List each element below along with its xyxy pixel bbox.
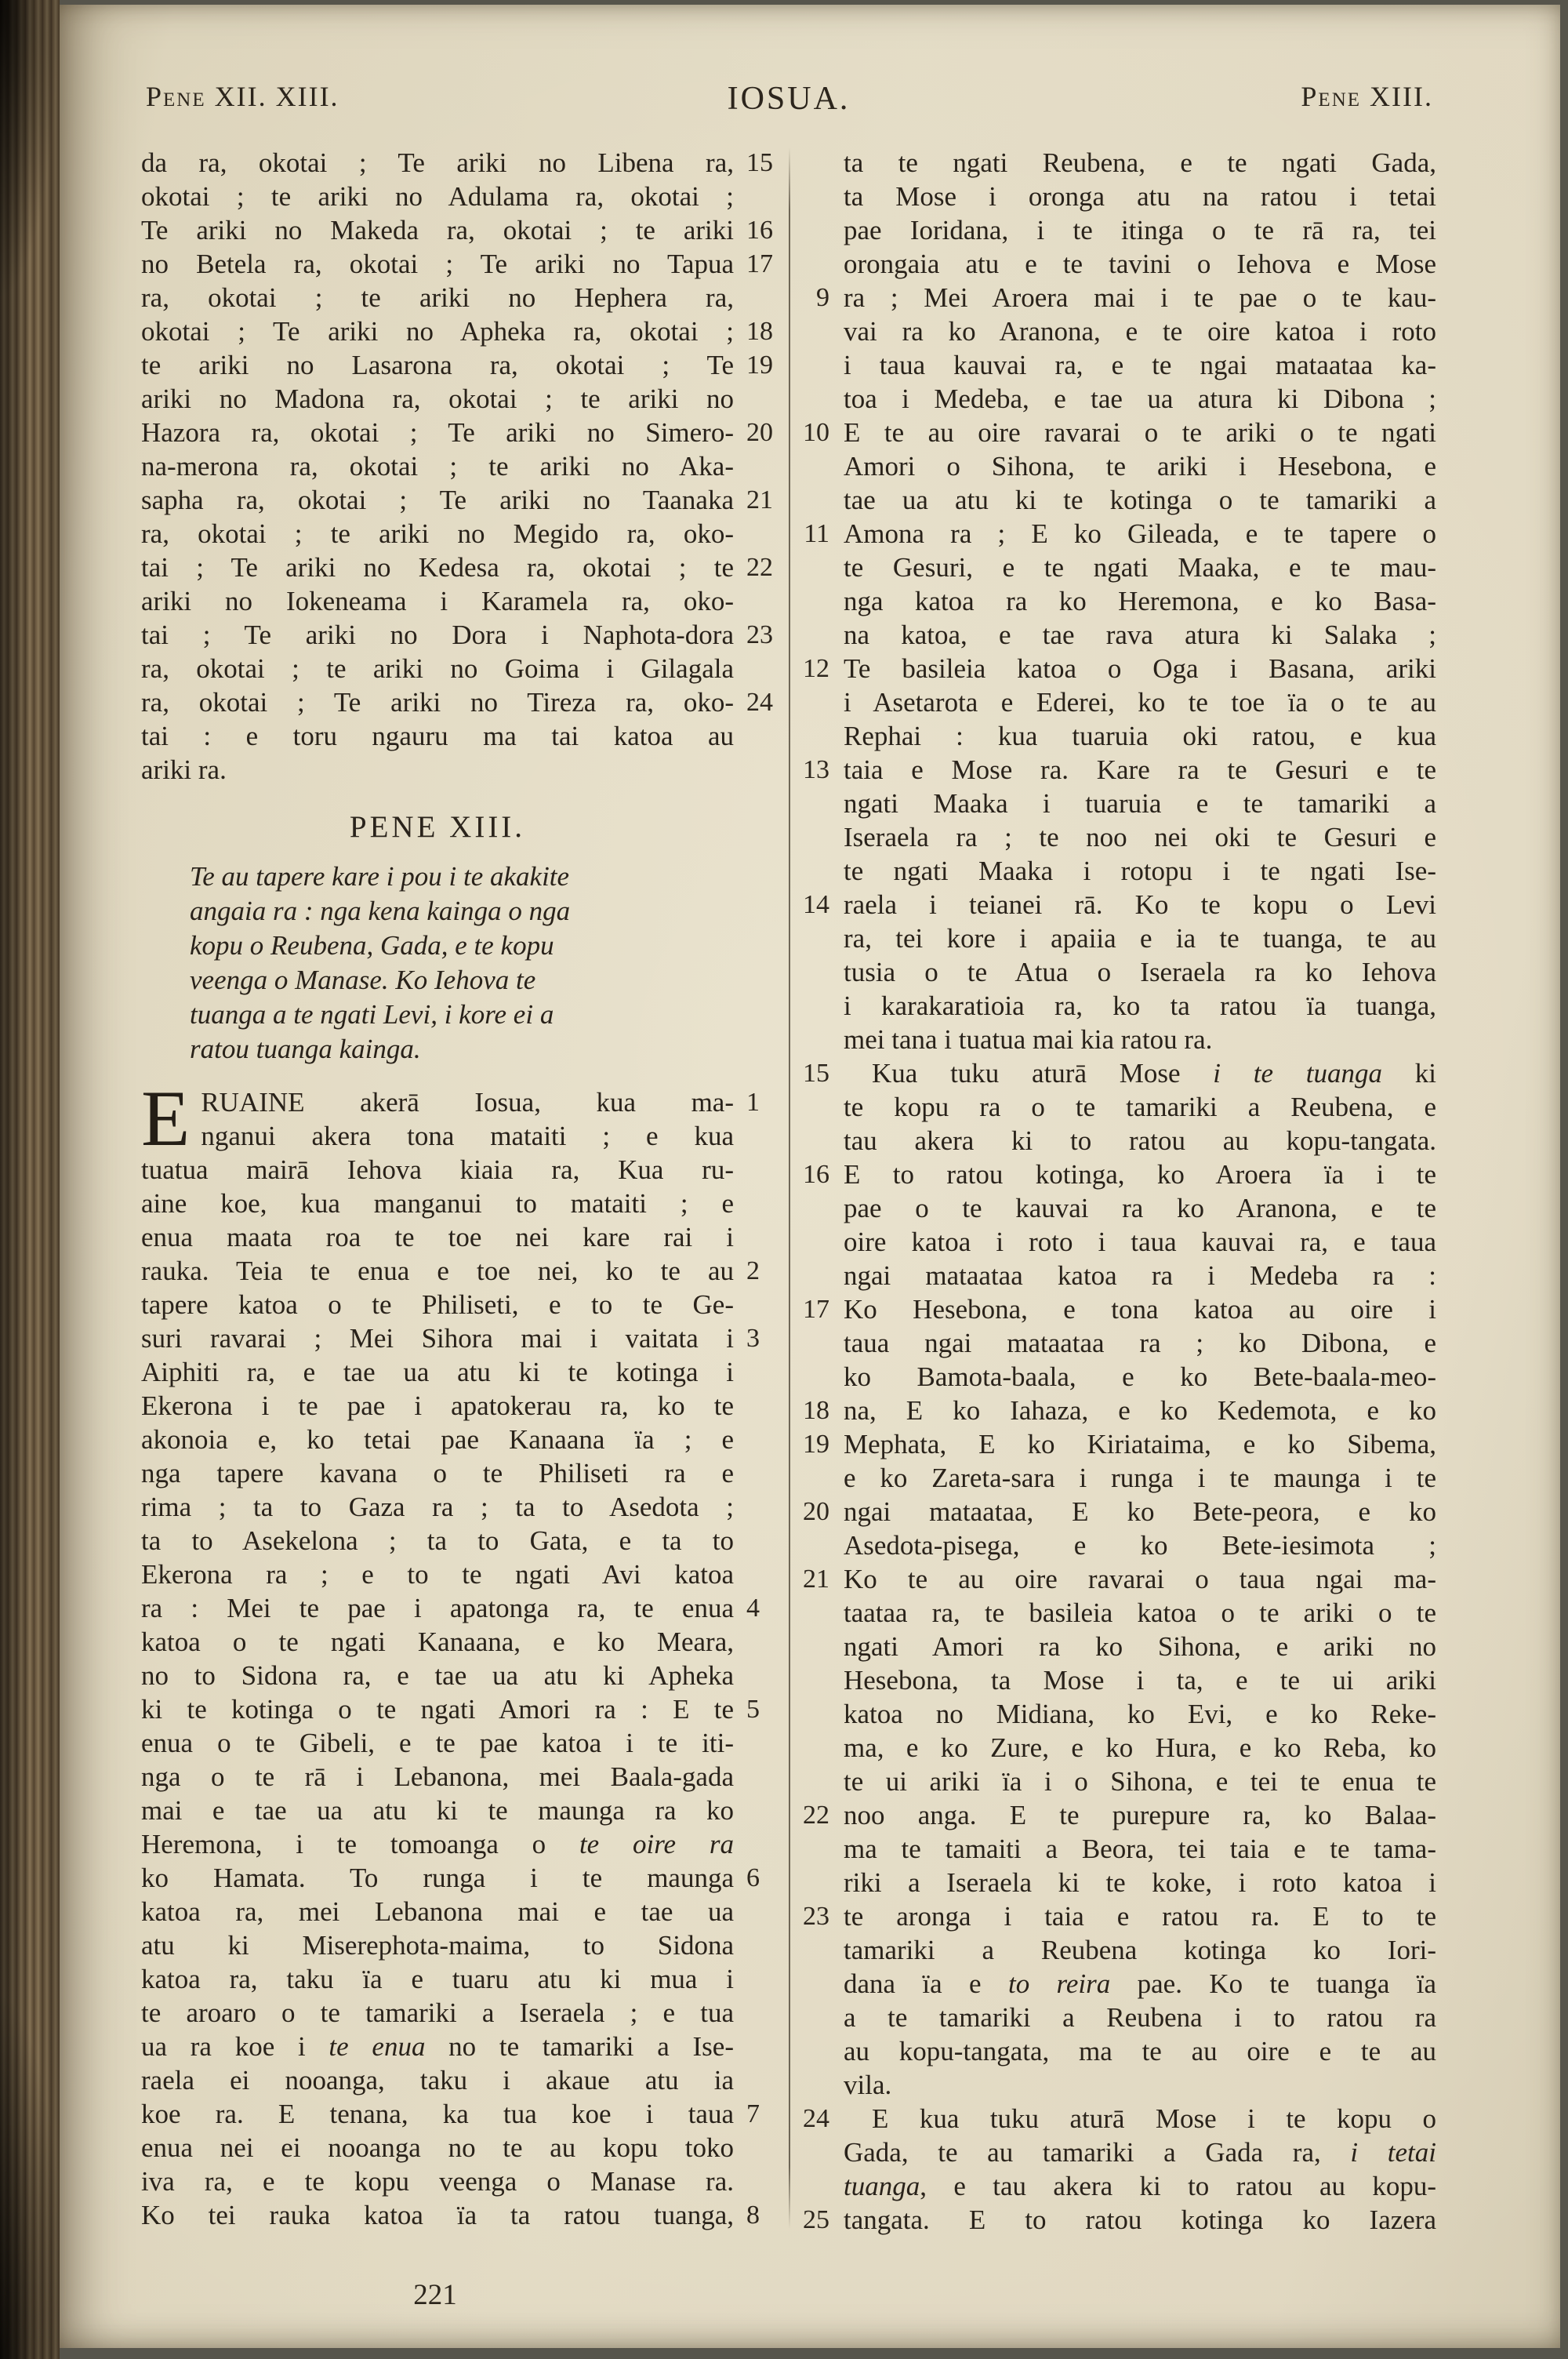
text-line: Hesebona, ta Mose i ta, e te ui ariki xyxy=(844,1665,1436,1696)
text-line: iva ra, e te kopu veenga o Manase ra. xyxy=(141,2166,734,2197)
text-line: Ko te au oire ravarai o taua ngai ma- 21 xyxy=(803,1564,1436,1594)
text-line: taua ngai mataataa ra ; ko Dibona, e xyxy=(844,1328,1436,1358)
text-line: nga katoa ra ko Heremona, e ko Basa- xyxy=(844,586,1436,616)
running-head-right: Pene XIII. xyxy=(1301,81,1433,112)
text-line: ngati Amori ra ko Sihona, e ariki no xyxy=(844,1631,1436,1662)
text-line: raela ei nooanga, taku i akaue atu ia xyxy=(141,2065,734,2095)
verse-number: 25 xyxy=(803,2205,829,2234)
verse-number: 16 xyxy=(746,216,773,245)
text-line: Ko Hesebona, e tona katoa au oire i 17 xyxy=(803,1294,1436,1325)
verse-number: 5 xyxy=(746,1695,760,1724)
text-line: ra, okotai ; te ariki no Goima i Gilagala xyxy=(141,653,734,684)
verse-number: 22 xyxy=(803,1801,829,1830)
text-line: te Gesuri, e te ngati Maaka, e te mau- xyxy=(844,552,1436,583)
text-line: au kopu-tangata, ma te au oire e te au xyxy=(844,2036,1436,2066)
verse-number: 23 xyxy=(803,1902,829,1931)
verse-number: 12 xyxy=(803,654,829,683)
text-line: katoa o te ngati Kanaana, e ko Meara, xyxy=(141,1627,734,1657)
text-line: rauka. Teia te enua e toe nei, ko te au 2 xyxy=(141,1256,760,1286)
verse-number: 18 xyxy=(746,317,773,346)
text-line: ko Bamota-baala, e ko Bete-baala-meo- xyxy=(844,1361,1436,1392)
text-line: Te basileia katoa o Oga i Basana, ariki 12 xyxy=(803,653,1436,684)
page-content xyxy=(60,5,1560,2348)
edge-shadow xyxy=(0,0,60,2359)
text-line: ra : Mei te pae i apatonga ra, te enua 4 xyxy=(141,1593,760,1623)
text-line: ra, okotai ; Te ariki no Tireza ra, oko- 24 xyxy=(141,687,773,718)
text-line: no Betela ra, okotai ; Te ariki no Tapua 17 xyxy=(141,249,773,279)
text-line: vai ra ko Aranona, e te oire katoa i roto xyxy=(844,316,1436,347)
text-line: Amona ra ; E ko Gileada, e te tapere o 11 xyxy=(804,518,1436,549)
text-line: ta te ngati Reubena, e te ngati Gada, xyxy=(844,147,1436,178)
text-line: ko Hamata. To runga i te maunga 6 xyxy=(141,1863,760,1893)
text-line: katoa ra, taku ïa e tuaru atu ki mua i xyxy=(141,1964,734,1994)
text-line: nga tapere kavana o te Philiseti ra e xyxy=(141,1458,734,1488)
verse-number: 13 xyxy=(803,755,829,784)
text-line: rima ; ta to Gaza ra ; ta to Asedota ; xyxy=(141,1492,734,1522)
text-line: tai ; Te ariki no Kedesa ra, okotai ; te 22 xyxy=(141,552,773,583)
verse-number: 15 xyxy=(803,1059,829,1088)
text-line: oire katoa i roto i taua kauvai ra, e taua xyxy=(844,1227,1436,1257)
summary-line: ratou tuanga kainga. xyxy=(190,1034,421,1064)
text-line: ki te kotinga o te ngati Amori ra : E te 5 xyxy=(141,1694,760,1725)
dropcap-paragraph xyxy=(141,1074,760,1163)
text-line: atu ki Miserephota-maima, to Sidona xyxy=(141,1930,734,1961)
chapter-heading: PENE XIII. xyxy=(349,810,526,844)
text-line: na, E ko Iahaza, e ko Kedemota, e ko 18 xyxy=(803,1395,1436,1426)
text-line: tuatua mairā Iehova kiaia ra, Kua ru- xyxy=(141,1154,734,1185)
text-line: Amori o Sihona, te ariki i Hesebona, e xyxy=(844,451,1436,482)
text-line: da ra, okotai ; Te ariki no Libena ra, 15 xyxy=(141,147,773,178)
text-line: riki a Iseraela ki te koke, i roto katoa i xyxy=(844,1867,1436,1898)
text-line: mei tana i tuatua mai kia ratou ra. xyxy=(844,1024,1213,1055)
verse-number: 8 xyxy=(746,2201,760,2230)
text-line: te aronga i taia e ratou ra. E to te 23 xyxy=(803,1901,1436,1932)
book-page xyxy=(60,5,1560,2348)
text-line: ta Mose i oronga atu na ratou i tetai xyxy=(844,181,1436,212)
text-line: Gada, te au tamariki a Gada ra, i tetai xyxy=(844,2137,1436,2168)
text-line: tuanga, e tau akera ki to ratou au kopu- xyxy=(844,2171,1436,2201)
verse-number: 9 xyxy=(816,283,829,312)
verse-number: 22 xyxy=(746,553,773,582)
text-line: e ko Zareta-sara i runga i te maunga i te xyxy=(844,1463,1436,1493)
text-line: Ko tei rauka katoa ïa ta ratou tuanga, 8 xyxy=(141,2200,760,2230)
text-line: enua o te Gibeli, e te pae katoa i te iti- xyxy=(141,1728,734,1758)
verse-number: 21 xyxy=(803,1565,829,1594)
text-line: mai e tae ua atu ki te maunga ra ko xyxy=(141,1795,734,1826)
text-line: i karakaratioia ra, ko ta ratou ïa tuanga, xyxy=(844,990,1436,1021)
book-page-edges xyxy=(0,0,60,2359)
column-divider-rule xyxy=(789,147,790,2229)
text-line: pae o te kauvai ra ko Aranona, e te xyxy=(844,1193,1436,1223)
text-line: Iseraela ra ; te noo nei oki te Gesuri e xyxy=(844,822,1436,852)
verse-number: 2 xyxy=(746,1256,760,1285)
text-line: katoa no Midiana, ko Evi, e ko Reke- xyxy=(844,1699,1436,1729)
text-line: nganui akera tona mataiti ; e kua xyxy=(201,1121,734,1151)
text-line: ngai mataataa, E ko Bete-peora, e ko 20 xyxy=(803,1496,1436,1527)
text-line: ma, e ko Zure, e ko Hura, e ko Reba, ko xyxy=(844,1732,1436,1763)
text-line: ra ; Mei Aroera mai i te pae o te kau- 9 xyxy=(816,282,1436,313)
text-line: ua ra koe i te enua no te tamariki a Ise- xyxy=(141,2031,734,2062)
verse-number: 1 xyxy=(746,1088,760,1117)
verse-number: 4 xyxy=(746,1594,760,1623)
summary-line: tuanga a te ngati Levi, i kore ei a xyxy=(190,999,554,1030)
text-line: ra, tei kore i apaiia e ia te tuanga, te au xyxy=(844,923,1436,954)
text-line: noo anga. E te purepure ra, ko Balaa- 22 xyxy=(803,1800,1436,1830)
verse-number: 19 xyxy=(803,1430,829,1459)
verse-number: 10 xyxy=(803,418,829,447)
text-line: dana ïa e to reira pae. Ko te tuanga ïa xyxy=(844,1968,1436,1999)
text-line: a te tamariki a Reubena i to ratou ra xyxy=(844,2002,1436,2033)
text-line: taia e Mose ra. Kare ra te Gesuri e te 13 xyxy=(803,754,1436,785)
text-line: te ngati Maaka i rotopu i te ngati Ise- xyxy=(844,856,1436,886)
summary-line: veenga o Manase. Ko Iehova te xyxy=(190,965,536,995)
verse-number: 11 xyxy=(804,519,829,548)
text-line: te ariki no Lasarona ra, okotai ; Te 19 xyxy=(141,350,773,380)
text-line: E kua tuku aturā Mose i te kopu o 24 xyxy=(803,2103,1436,2134)
verse-number: 19 xyxy=(746,351,773,380)
verse-number: 16 xyxy=(803,1160,829,1189)
verse-number: 21 xyxy=(746,485,773,514)
left-column xyxy=(141,146,773,2237)
verse-number: 20 xyxy=(746,418,773,447)
text-line: vila. xyxy=(844,2070,892,2100)
text-line: Aiphiti ra, e tae ua atu ki te kotinga i xyxy=(141,1357,734,1387)
text-line: akonoia e, ko tetai pae Kanaana ïa ; e xyxy=(141,1424,734,1455)
text-line: tapere katoa o te Philiseti, e to te Ge- xyxy=(141,1289,734,1320)
text-columns xyxy=(141,146,1436,2237)
text-line: ariki no Iokeneama i Karamela ra, oko- xyxy=(141,586,734,616)
text-line: orongaia atu e te tavini o Iehova e Mose xyxy=(844,249,1436,279)
text-line: suri ravarai ; Mei Sihora mai i vaitata i 3 xyxy=(141,1323,760,1354)
text-line: tusia o te Atua o Iseraela ra ko Iehova xyxy=(844,957,1436,987)
text-line: tamariki a Reubena kotinga ko Iori- xyxy=(844,1935,1436,1965)
text-line: te ui ariki ïa i o Sihona, e tei te enua te xyxy=(844,1766,1436,1797)
text-line: ta to Asekelona ; ta to Gata, e ta to xyxy=(141,1525,734,1556)
text-line: Te ariki no Makeda ra, okotai ; te ariki 16 xyxy=(141,215,773,245)
text-line: ariki ra. xyxy=(141,754,227,785)
text-line: E to ratou kotinga, ko Aroera ïa i te 16 xyxy=(803,1159,1436,1190)
text-line: Mephata, E ko Kiriataima, e ko Sibema, 19 xyxy=(803,1429,1436,1459)
verse-number: 7 xyxy=(746,2099,760,2128)
verse-number: 24 xyxy=(746,688,773,717)
text-line: Asedota-pisega, e ko Bete-iesimota ; xyxy=(844,1530,1436,1561)
text-line: tai : e toru ngauru ma tai katoa au xyxy=(141,721,734,751)
text-line: katoa ra, mei Lebanona mai e tae ua xyxy=(141,1896,734,1927)
verse-number: 3 xyxy=(746,1324,760,1353)
text-line: Kua tuku aturā Mose i te tuanga ki 15 xyxy=(803,1058,1436,1089)
text-line: na katoa, e tae rava atura ki Salaka ; xyxy=(844,620,1436,650)
text-line: Rephai : kua tuaruia oki ratou, e kua xyxy=(844,721,1436,751)
text-line: taataa ra, te basileia katoa o te ariki o te xyxy=(844,1598,1436,1628)
text-line: Ekerona ra ; e to te ngati Avi katoa xyxy=(141,1559,734,1590)
text-line: sapha ra, okotai ; Te ariki no Taanaka 21 xyxy=(141,485,773,515)
verse-number: 24 xyxy=(803,2104,829,2133)
text-line: pae Ioridana, i te itinga o te rā ra, tei xyxy=(844,215,1436,245)
text-line: te kopu ra o te tamariki a Reubena, e xyxy=(844,1092,1436,1122)
text-line: tau akera ki to ratou au kopu-tangata. xyxy=(844,1125,1436,1156)
verse-number: 6 xyxy=(746,1863,760,1892)
text-line: RUAINE akerā Iosua, kua ma- 1 xyxy=(201,1087,760,1118)
text-line: okotai ; Te ariki no Apheka ra, okotai ; 18 xyxy=(141,316,773,347)
text-line: ngai mataataa katoa ra i Medeba ra : xyxy=(844,1260,1436,1291)
text-line: enua nei ei nooanga no te au kopu toko xyxy=(141,2132,734,2163)
text-line: nga o te rā i Lebanona, mei Baala-gada xyxy=(141,1761,734,1792)
summary-line: kopu o Reubena, Gada, e te kopu xyxy=(190,930,554,961)
drop-cap-letter: E xyxy=(141,1074,191,1163)
running-head-center: IOSUA. xyxy=(727,81,851,117)
text-line: koe ra. E tenana, ka tua koe i taua 7 xyxy=(141,2099,760,2129)
page-number: 221 xyxy=(413,2279,457,2311)
text-line: ngati Maaka i tuaruia e te tamariki a xyxy=(844,788,1436,819)
text-line: te aroaro o te tamariki a Iseraela ; e tua xyxy=(141,1997,734,2028)
text-line: tangata. E to ratou kotinga ko Iazera 25 xyxy=(803,2205,1436,2235)
verse-number: 14 xyxy=(803,890,829,919)
text-line: ariki no Madona ra, okotai ; te ariki no xyxy=(141,383,734,414)
text-line: ra, okotai ; te ariki no Hephera ra, xyxy=(141,282,734,313)
text-line: aine koe, kua manganui to mataiti ; e xyxy=(141,1188,734,1219)
text-line: i Asetarota e Ederei, ko te toe ïa o te au xyxy=(844,687,1436,718)
running-head xyxy=(141,80,1436,125)
text-line: i taua kauvai ra, e te ngai mataataa ka- xyxy=(844,350,1436,380)
verse-number: 23 xyxy=(746,620,773,649)
text-line: Hazora ra, okotai ; Te ariki no Simero- 20 xyxy=(141,417,773,448)
text-line: toa i Medeba, e tae ua atura ki Dibona ; xyxy=(844,383,1436,414)
text-line: okotai ; te ariki no Adulama ra, okotai ; xyxy=(141,181,734,212)
text-line: no to Sidona ra, e tae ua atu ki Apheka xyxy=(141,1660,734,1691)
text-line: Ekerona i te pae i apatokerau ra, ko te xyxy=(141,1390,734,1421)
text-line: Heremona, i te tomoanga o te oire ra xyxy=(141,1829,734,1859)
verse-number: 17 xyxy=(746,249,773,278)
summary-line: angaia ra : nga kena kainga o nga xyxy=(190,896,571,926)
summary-line: Te au tapere kare i pou i te akakite xyxy=(190,861,570,892)
text-line: tae ua atu ki te kotinga o te tamariki a xyxy=(844,485,1436,515)
text-line: tai ; Te ariki no Dora i Naphota-dora 23 xyxy=(141,620,773,650)
text-line: E te au oire ravarai o te ariki o te ngati 10 xyxy=(803,417,1436,448)
verse-number: 18 xyxy=(803,1396,829,1425)
verse-number: 20 xyxy=(803,1497,829,1526)
text-line: na-merona ra, okotai ; te ariki no Aka- xyxy=(141,451,734,482)
text-line: ra, okotai ; te ariki no Megido ra, oko- xyxy=(141,518,734,549)
verse-number: 17 xyxy=(803,1295,829,1324)
right-column xyxy=(803,146,1436,2237)
text-line: raela i teianei rā. Ko te kopu o Levi 14 xyxy=(803,889,1436,920)
running-head-left: Pene XII. XIII. xyxy=(146,81,339,112)
chapter-summary xyxy=(190,860,718,1067)
verse-number: 15 xyxy=(746,148,773,177)
text-line: enua maata roa te toe nei kare rai i xyxy=(141,1222,734,1252)
text-line: ma te tamaiti a Beora, tei taia e te tama- xyxy=(844,1834,1436,1864)
